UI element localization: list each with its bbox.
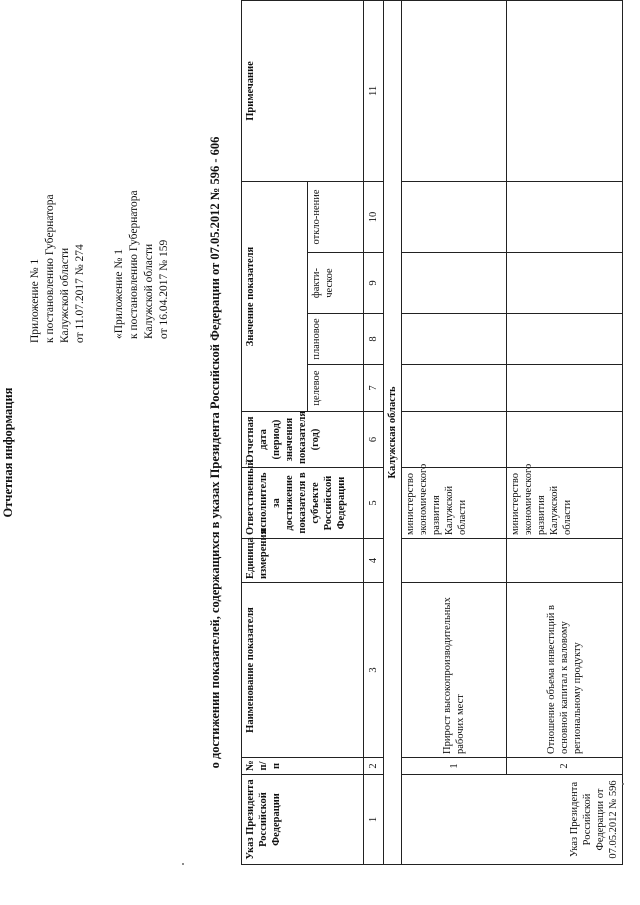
target-cell	[402, 365, 507, 412]
title-line-1: Отчетная информация	[1, 387, 15, 518]
planned-cell	[402, 314, 507, 365]
appendix-line: Калужской области	[59, 247, 71, 343]
col-number: 3	[364, 583, 384, 758]
col-header-decree: Указ Президента Российской Федерации	[242, 775, 364, 865]
title-line-2: о достижении показателей, содержащихся в указах Президента Российской Федерации от 07.05.2012 № 596 - 606	[208, 136, 222, 769]
appendix-line: от 11.07.2017 № 274	[74, 244, 86, 343]
col-header-values-group: Значение показателя	[242, 181, 308, 411]
col-number: 1	[364, 775, 384, 865]
appendix-line: «Приложение № 1	[113, 249, 125, 339]
col-number: 2	[364, 758, 384, 775]
table-row	[507, 0, 623, 864]
appendix-line: Приложение № 1	[29, 258, 41, 343]
table-row	[402, 0, 507, 864]
appendix-line: Калужской области	[143, 243, 155, 339]
col-header-planned: плановое	[308, 314, 364, 365]
col-header-report-date: Отчетная дата (период) значения показателя (год)	[242, 412, 364, 468]
col-number: 8	[364, 314, 384, 365]
scan-speck	[182, 863, 184, 865]
col-number: 9	[364, 253, 384, 314]
responsible-cell: министерство экономического развития Калужской области	[507, 468, 623, 539]
col-header-target: целевое	[308, 365, 364, 412]
col-header-responsible: Ответственный исполнитель за достижение показателя в субъекте Российской Федерации	[242, 468, 364, 539]
note-cell	[507, 0, 623, 181]
unit-cell	[507, 539, 623, 583]
col-header-unit: Единица измерения	[242, 539, 364, 583]
actual-cell	[402, 253, 507, 314]
col-number: 7	[364, 365, 384, 412]
col-number: 6	[364, 412, 384, 468]
appendix-line: к постановлению Губернатора	[44, 194, 56, 343]
target-cell	[507, 365, 623, 412]
region-row	[384, 0, 402, 864]
row-number: 2	[507, 758, 623, 775]
col-header-note: Примечание	[242, 0, 364, 181]
col-number: 5	[364, 468, 384, 539]
col-header-num: № п/п	[242, 758, 364, 775]
table-header-row	[242, 0, 308, 864]
planned-cell	[507, 314, 623, 365]
indicators-table	[241, 0, 623, 865]
decree-cell: Указ Президента Российской Федерации от 07.05.2012 № 596	[402, 775, 623, 865]
appendix-header-current	[28, 194, 88, 343]
appendix-line: к постановлению Губернатора	[128, 190, 140, 339]
actual-cell	[507, 253, 623, 314]
indicator-name: Прирост высокопроизводительных рабочих мест	[402, 583, 507, 758]
col-header-deviation: откло-нение	[308, 181, 364, 252]
document-title	[0, 0, 16, 905]
appendix-header-previous	[112, 190, 172, 339]
report-date-cell	[507, 412, 623, 468]
col-number: 11	[364, 0, 384, 181]
deviation-cell	[507, 181, 623, 252]
region-name: Калужская область	[384, 0, 402, 864]
report-date-cell	[402, 412, 507, 468]
indicator-name: Отношение объема инвестиций в основной капитал к валовому региональному продукту	[507, 583, 623, 758]
note-cell	[402, 0, 507, 181]
col-header-indicator: Наименование показателя	[242, 583, 364, 758]
scan-speck	[622, 783, 624, 785]
deviation-cell	[402, 181, 507, 252]
col-number: 10	[364, 181, 384, 252]
column-numbers-row	[364, 0, 384, 864]
document-subtitle	[207, 0, 223, 905]
unit-cell	[402, 539, 507, 583]
col-number: 4	[364, 539, 384, 583]
responsible-cell: министерство экономического развития Калужской области	[402, 468, 507, 539]
appendix-line: от 16.04.2017 № 159	[158, 239, 170, 339]
row-number: 1	[402, 758, 507, 775]
col-header-actual: факти-ческое	[308, 253, 364, 314]
